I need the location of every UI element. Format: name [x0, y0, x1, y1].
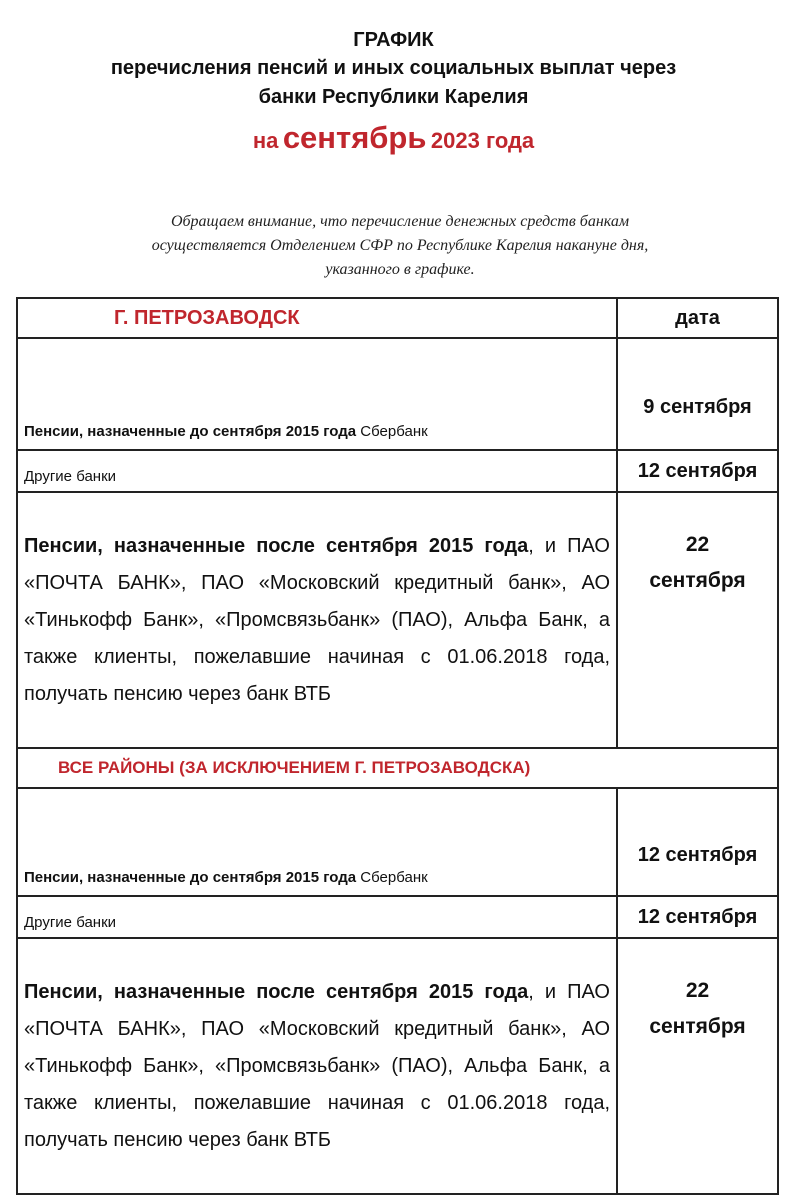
region-header-row — [17, 748, 778, 788]
row-description — [17, 788, 617, 896]
row-date — [617, 492, 778, 748]
notice-line3: указанного в графике. — [325, 261, 475, 278]
row-description: Другие банки — [17, 896, 617, 938]
row-rest-text: , и ПАО «ПОЧТА БАНК», ПАО «Московский кредитный банк», АО «Тинькофф Банк», «Промсвязьбанк» (ПАО), Альфа Банк, а также клиенты, пожелавшие начиная с 01.06.2018 года, получать пенсию через банк ВТБ — [24, 534, 610, 705]
month-year: 2023 года — [430, 128, 535, 153]
month-name: сентябрь — [282, 120, 427, 155]
table-row — [17, 450, 778, 492]
region-title: Г. ПЕТРОЗАВОДСК — [17, 298, 617, 338]
date-column-header: дата — [617, 298, 778, 338]
row-bank-name: Сбербанк — [360, 869, 428, 886]
row-date-month: сентября — [649, 569, 746, 592]
table-row — [17, 788, 778, 896]
row-bold-text: Пенсии, назначенные после сентября 2015 года — [24, 980, 529, 1003]
row-description: Другие банки — [17, 450, 617, 492]
table-row — [17, 492, 778, 748]
row-rest-text: , и ПАО «ПОЧТА БАНК», ПАО «Московский кредитный банк», АО «Тинькофф Банк», «Промсвязьбанк» (ПАО), Альфа Банк, а также клиенты, пожелавшие начиная с 01.06.2018 года, получать пенсию через банк ВТБ — [24, 980, 610, 1151]
document-header — [0, 26, 787, 164]
month-prefix: на — [252, 128, 279, 153]
row-bold-text: Пенсии, назначенные до сентября 2015 года — [24, 423, 357, 440]
table-row — [17, 338, 778, 450]
row-date: 9 сентября — [617, 338, 778, 450]
document-subtitle-line1: перечисления пенсий и иных социальных выплат через — [110, 57, 677, 79]
document-title: ГРАФИК — [353, 29, 434, 51]
notice-line2: осуществляется Отделением СФР по Республике Карелия накануне дня, — [151, 237, 649, 254]
row-description — [17, 492, 617, 748]
row-date-day: 22 — [685, 979, 710, 1002]
row-date: 12 сентября — [617, 788, 778, 896]
month-heading — [0, 118, 787, 164]
row-date-day: 22 — [685, 533, 710, 556]
document-subtitle-line2: банки Республики Карелия — [258, 86, 529, 108]
row-description — [17, 338, 617, 450]
row-date: 12 сентября — [617, 450, 778, 492]
row-bold-text: Пенсии, назначенные после сентября 2015 года — [24, 534, 529, 557]
payment-schedule-table — [16, 297, 779, 1195]
notice-line1: Обращаем внимание, что перечисление денежных средств банкам — [170, 213, 630, 230]
row-date: 12 сентября — [617, 896, 778, 938]
row-bold-text: Пенсии, назначенные до сентября 2015 года — [24, 869, 357, 886]
table-row — [17, 896, 778, 938]
row-bank-name: Сбербанк — [360, 423, 428, 440]
row-description — [17, 938, 617, 1194]
row-date-month: сентября — [649, 1015, 746, 1038]
row-date — [617, 938, 778, 1194]
region-title: ВСЕ РАЙОНЫ (ЗА ИСКЛЮЧЕНИЕМ Г. ПЕТРОЗАВОДСКА) — [17, 748, 778, 788]
notice-text — [60, 210, 740, 282]
region-header-row — [17, 298, 778, 338]
table-row — [17, 938, 778, 1194]
